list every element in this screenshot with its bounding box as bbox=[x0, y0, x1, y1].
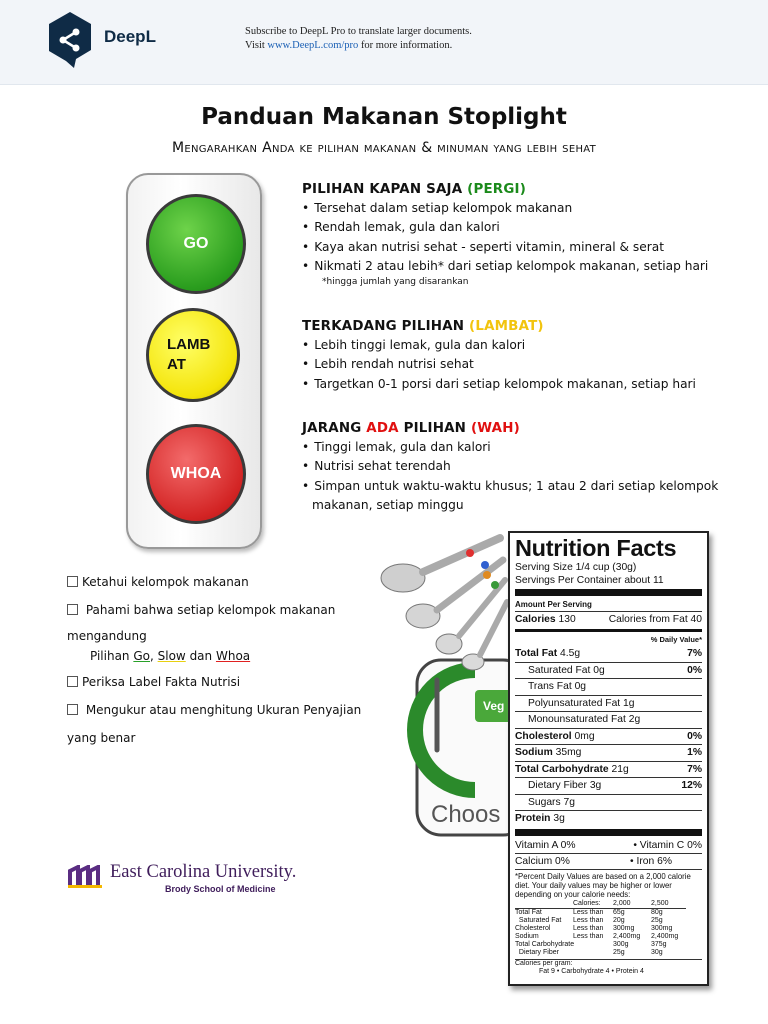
calories-value: 130 bbox=[558, 614, 576, 625]
table-cell: 300g bbox=[613, 940, 629, 948]
options-prefix: Pilihan bbox=[90, 649, 134, 663]
plate-text-choose: Choos bbox=[431, 801, 501, 828]
daily-value-footnote: *Percent Daily Values are based on a 2,000 calorie diet. Your daily values may be higher or lower depending on your calorie needs: bbox=[515, 871, 691, 899]
nutrient-label bbox=[515, 729, 595, 745]
table-cell: Dietary Fiber bbox=[515, 948, 559, 956]
checklist-item-2-options bbox=[67, 643, 367, 669]
table-cell: Less than bbox=[573, 932, 604, 940]
table-cell: Cholesterol bbox=[515, 924, 551, 932]
table-cell: 30g bbox=[651, 948, 663, 956]
checklist-item-2[interactable] bbox=[67, 597, 367, 623]
whoa-heading-red: ADA bbox=[366, 421, 399, 436]
table-cell: 80g bbox=[651, 908, 663, 916]
nutrient-amount: 2g bbox=[628, 714, 641, 725]
list-item: • Tinggi lemak, gula dan kalori bbox=[302, 438, 718, 457]
table-cell: 25g bbox=[651, 916, 663, 924]
table-cell bbox=[573, 941, 613, 949]
slow-light bbox=[146, 308, 240, 402]
deepl-banner bbox=[0, 0, 768, 85]
checkbox-icon[interactable] bbox=[67, 676, 78, 687]
nutrient-name: Sodium bbox=[515, 747, 553, 758]
table-cell: 2,400mg bbox=[651, 932, 679, 940]
nutrient-row bbox=[515, 646, 702, 662]
nutrient-row bbox=[515, 695, 702, 712]
whoa-heading-tag: (WAH) bbox=[470, 421, 520, 436]
nutrition-title: Nutrition Facts bbox=[515, 535, 677, 561]
nutrient-row bbox=[515, 810, 702, 827]
ecu-school: Brody School of Medicine bbox=[165, 884, 276, 894]
options-comma: , bbox=[150, 649, 158, 663]
list-item: • Nutrisi sehat terendah bbox=[302, 457, 718, 476]
nutrient-name: Polyunsaturated Fat bbox=[528, 697, 621, 709]
nutrient-name: Cholesterol bbox=[515, 730, 572, 742]
table-cell: 300mg bbox=[613, 924, 635, 932]
nutrient-label bbox=[515, 745, 581, 761]
slow-label-line2: AT bbox=[167, 356, 186, 373]
whoa-section bbox=[302, 419, 718, 515]
serving-size-text: Serving Size 1/4 cup (30g) bbox=[515, 562, 637, 573]
checkbox-icon[interactable] bbox=[67, 604, 78, 615]
nutrient-label bbox=[515, 663, 605, 679]
divider bbox=[515, 869, 702, 870]
go-light bbox=[146, 194, 246, 294]
list-item: • Kaya akan nutrisi sehat - seperti vitamin, mineral & serat bbox=[302, 238, 708, 257]
whoa-item-continuation: makanan, setiap minggu bbox=[312, 497, 464, 512]
visit-line bbox=[245, 39, 472, 53]
nutrient-daily-value: 12% bbox=[681, 780, 702, 791]
nutrient-name: Saturated Fat bbox=[528, 664, 591, 676]
checkbox-icon[interactable] bbox=[67, 704, 78, 715]
list-item: • Targetkan 0-1 porsi dari setiap kelompok makanan, setiap hari bbox=[302, 375, 696, 394]
table-cell: 2,000 bbox=[613, 900, 651, 909]
serving-size bbox=[515, 561, 702, 574]
subscribe-notice bbox=[245, 25, 472, 53]
deepl-logo-text[interactable]: DeepL bbox=[104, 27, 156, 46]
calories-row bbox=[515, 612, 702, 628]
nutrient-amount: 3g bbox=[553, 813, 565, 824]
checklist-label-2: Pahami bahwa setiap kelompok makanan bbox=[82, 603, 336, 617]
table-cell: Calories: bbox=[573, 900, 613, 909]
go-heading-tag: (PERGI) bbox=[467, 182, 527, 197]
vitamin-row: Vitamin A 0% • Vitamin C 0% bbox=[515, 839, 702, 851]
nutrient-label bbox=[515, 762, 629, 778]
nutrient-amount: 21g bbox=[611, 763, 629, 775]
nutrient-name: Total Carbohydrate bbox=[515, 763, 609, 775]
nutrient-amount: 0g bbox=[593, 664, 605, 676]
ecu-seal-icon bbox=[68, 865, 104, 889]
nutrient-daily-value: 0% bbox=[687, 664, 702, 676]
nutrient-rows bbox=[515, 646, 702, 827]
options-and: dan bbox=[185, 649, 216, 663]
table-cell: 375g bbox=[651, 940, 667, 948]
table-cell: Less than bbox=[573, 908, 604, 916]
list-item: • Rendah lemak, gula dan kalori bbox=[302, 218, 708, 237]
nutrient-row bbox=[515, 711, 702, 728]
slow-list bbox=[302, 336, 696, 394]
option-slow: Slow bbox=[157, 649, 186, 663]
go-light-label: GO bbox=[183, 235, 209, 252]
go-heading bbox=[302, 180, 708, 199]
servings-per-container bbox=[515, 574, 702, 587]
page-title: Panduan Makanan Stoplight bbox=[201, 104, 567, 130]
checklist-label-4: Mengukur atau menghitung Ukuran Penyajian bbox=[82, 703, 362, 717]
iron: Iron 6% bbox=[636, 855, 672, 867]
checklist-label-3: Periksa Label Fakta Nutrisi bbox=[82, 675, 241, 689]
deepl-logo-icon[interactable] bbox=[46, 10, 94, 70]
go-list bbox=[302, 199, 708, 276]
table-cell: 20g bbox=[613, 916, 625, 924]
calories-from-fat: Calories from Fat 40 bbox=[608, 614, 702, 625]
table-cell: 300mg bbox=[651, 924, 673, 932]
nutrient-row bbox=[515, 678, 702, 695]
calcium: Calcium 0% bbox=[515, 855, 570, 867]
nutrient-label bbox=[515, 646, 580, 662]
table-cell: Total Carbohydrate bbox=[515, 940, 575, 948]
nutrient-row bbox=[515, 728, 702, 745]
slow-light-label bbox=[167, 335, 210, 375]
list-item: • Tersehat dalam setiap kelompok makanan bbox=[302, 199, 708, 218]
nutrient-row bbox=[515, 744, 702, 761]
whoa-heading bbox=[302, 419, 718, 438]
nutrient-amount: 7g bbox=[563, 796, 575, 808]
nutrient-daily-value: 1% bbox=[687, 747, 702, 758]
daily-value-table bbox=[515, 900, 702, 957]
table-cell: 65g bbox=[613, 908, 625, 916]
visit-prefix: Visit bbox=[245, 40, 268, 51]
nutrient-row bbox=[515, 761, 702, 778]
table-cell bbox=[515, 900, 573, 909]
nutrient-label bbox=[515, 679, 586, 695]
nutrient-amount: 4.5g bbox=[560, 648, 581, 659]
nutrient-row bbox=[515, 777, 702, 794]
slow-heading bbox=[302, 317, 696, 336]
slow-heading-text: TERKADANG PILIHAN bbox=[302, 319, 470, 334]
go-section bbox=[302, 180, 708, 289]
nutrient-name: Protein bbox=[515, 813, 551, 824]
table-cell bbox=[573, 949, 613, 957]
visit-suffix: for more information. bbox=[358, 40, 453, 51]
nutrient-daily-value: 0% bbox=[687, 730, 702, 742]
calories-label: Calories bbox=[515, 614, 556, 625]
list-item: • Nikmati 2 atau lebih* dari setiap kelompok makanan, setiap hari bbox=[302, 257, 708, 276]
table-cell: Less than bbox=[573, 924, 604, 932]
whoa-heading-mid: PILIHAN bbox=[398, 421, 471, 436]
amount-per-serving: Amount Per Serving bbox=[515, 600, 592, 609]
checklist-item-4-cont: yang benar bbox=[67, 731, 136, 745]
whoa-list bbox=[302, 438, 718, 496]
nutrient-label bbox=[515, 811, 565, 827]
plate-text-veg: Veg bbox=[483, 699, 505, 713]
table-cell: 25g bbox=[613, 948, 625, 956]
deepl-pro-link[interactable]: www.DeepL.com/pro bbox=[267, 40, 359, 51]
checkbox-icon[interactable] bbox=[67, 576, 78, 587]
nutrient-amount: 0mg bbox=[574, 730, 595, 742]
subscribe-line: Subscribe to DeepL Pro to translate larger documents. bbox=[245, 26, 472, 37]
nutrient-label bbox=[515, 696, 635, 712]
list-item: • Simpan untuk waktu-waktu khusus; 1 atau 2 dari setiap kelompok bbox=[302, 477, 718, 496]
nutrient-amount: 35mg bbox=[555, 747, 582, 758]
slow-section bbox=[302, 317, 696, 394]
mineral-row: Calcium 0% • Iron 6% bbox=[515, 855, 672, 867]
servings-text: Servings Per Container about 11 bbox=[515, 575, 664, 586]
option-go: Go bbox=[133, 649, 150, 663]
go-footnote: *hingga jumlah yang disarankan bbox=[322, 277, 469, 288]
nutrient-row bbox=[515, 662, 702, 679]
table-cell: Less than bbox=[573, 916, 604, 924]
nutrient-amount: 1g bbox=[623, 697, 635, 709]
checklist bbox=[67, 569, 367, 751]
vitamin-a: Vitamin A 0% bbox=[515, 839, 576, 851]
nutrient-daily-value: 7% bbox=[687, 648, 702, 659]
nutrient-label bbox=[515, 712, 640, 728]
checklist-item-1[interactable] bbox=[67, 569, 367, 595]
whoa-light bbox=[146, 424, 246, 524]
measuring-spoons-illustration bbox=[375, 510, 515, 840]
whoa-light-label: WHOA bbox=[170, 465, 222, 482]
checklist-item-2-cont: mengandung bbox=[67, 629, 147, 643]
slow-heading-tag: (LAMBAT) bbox=[469, 319, 544, 334]
divider-medium bbox=[515, 629, 702, 632]
ecu-name: East Carolina University. bbox=[110, 862, 297, 882]
ecu-logo bbox=[68, 863, 296, 899]
nutrient-daily-value: 7% bbox=[687, 763, 702, 775]
table-cell: 2,400mg bbox=[613, 932, 641, 940]
go-heading-text: PILIHAN KAPAN SAJA bbox=[302, 182, 468, 197]
nutrient-row bbox=[515, 794, 702, 811]
nutrient-name: Dietary Fiber bbox=[528, 780, 587, 791]
whoa-heading-text: JARANG bbox=[302, 421, 367, 436]
table-cell: 2,500 bbox=[651, 900, 686, 909]
calories-per-gram-values: Fat 9 • Carbohydrate 4 • Protein 4 bbox=[539, 967, 644, 975]
page-subtitle: Mengarahkan Anda ke pilihan makanan & minuman yang lebih sehat bbox=[171, 140, 597, 156]
daily-value-header: % Daily Value* bbox=[650, 635, 702, 644]
calories-per-gram: Calories per gram: bbox=[515, 959, 573, 967]
nutrient-name: Total Fat bbox=[515, 648, 558, 659]
table-cell: Saturated Fat bbox=[515, 916, 562, 924]
nutrient-label bbox=[515, 778, 601, 794]
nutrient-name: Monounsaturated Fat bbox=[528, 714, 626, 725]
list-item: • Lebih tinggi lemak, gula dan kalori bbox=[302, 336, 696, 355]
nutrient-amount: 3g bbox=[589, 780, 602, 791]
checklist-item-4[interactable] bbox=[67, 697, 367, 723]
option-whoa: Whoa bbox=[215, 649, 251, 663]
divider-thick bbox=[515, 829, 702, 836]
checklist-item-3[interactable] bbox=[67, 669, 367, 695]
checklist-label-1: Ketahui kelompok makanan bbox=[82, 575, 249, 589]
list-item: • Lebih rendah nutrisi sehat bbox=[302, 355, 696, 374]
nutrient-name: Sugars bbox=[528, 796, 561, 808]
table-cell: Sodium bbox=[515, 932, 539, 940]
divider-thick bbox=[515, 589, 702, 596]
nutrient-name: Trans Fat bbox=[528, 681, 572, 692]
nutrient-amount: 0g bbox=[574, 681, 587, 692]
slow-label-line1: LAMB bbox=[167, 336, 211, 353]
nutrient-label bbox=[515, 795, 575, 811]
nutrition-facts-label bbox=[508, 531, 709, 986]
table-cell: Total Fat bbox=[515, 908, 542, 916]
vitamin-c: Vitamin C 0% bbox=[639, 839, 702, 851]
